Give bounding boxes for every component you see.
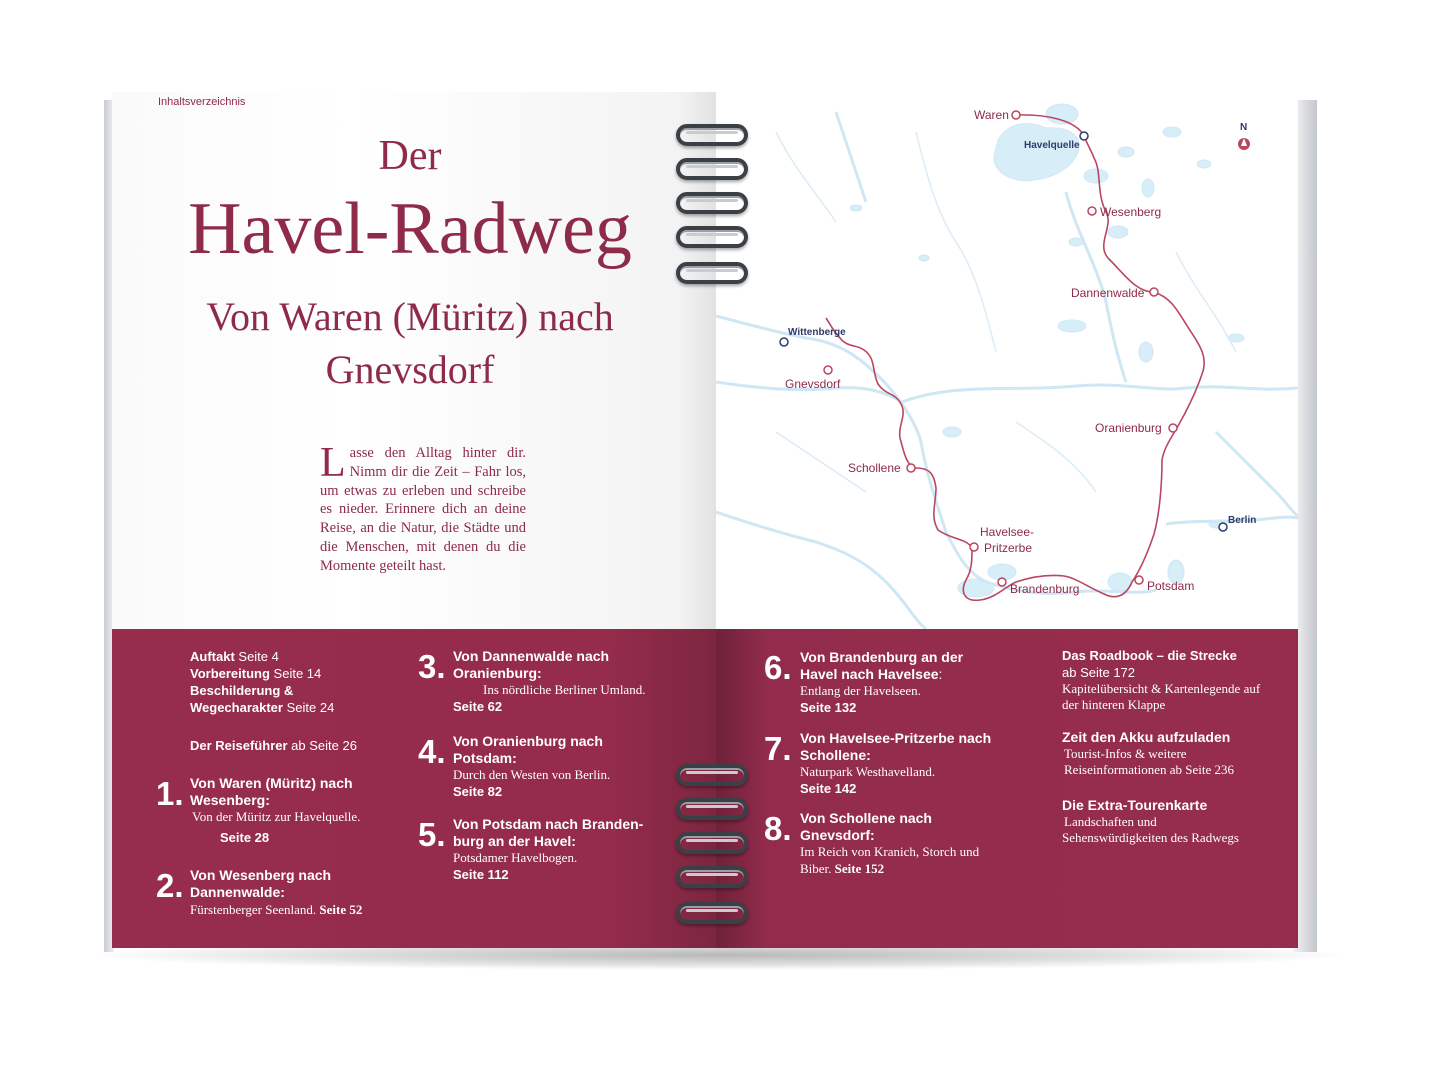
toc-item[interactable]	[190, 665, 334, 682]
subtitle-line-1: Von Waren (Müritz) nach	[206, 294, 614, 339]
extra-desc-b: Reiseinformationen ab Seite 236	[1064, 762, 1235, 777]
chapter-title: Von Oranienburg nach Potsdam:	[453, 733, 603, 766]
label-pritzerbe: Pritzerbe	[984, 541, 1033, 555]
toc-guide-page: ab Seite 26	[287, 738, 357, 753]
chapter-title-a: Von Brandenburg an der	[800, 649, 964, 665]
chapter-number: 6.	[764, 649, 792, 686]
page-header: Inhaltsverzeichnis	[158, 96, 246, 108]
marker-havelquelle[interactable]	[1080, 132, 1088, 140]
marker-waren[interactable]	[1012, 111, 1020, 119]
chapter-entry-5[interactable]	[453, 816, 673, 884]
marker-havelsee-pritzerbe[interactable]	[970, 543, 978, 551]
chapter-number: 3.	[418, 648, 446, 685]
label-wesenberg: Wesenberg	[1100, 205, 1162, 219]
chapter-title-a: Von Havelsee-Pritzerbe nach	[800, 730, 992, 746]
chapter-title: Von Dannenwalde nach Oranienburg:	[453, 648, 610, 681]
label-havelsee: Havelsee-	[980, 525, 1035, 539]
label-schollene: Schollene	[848, 461, 901, 475]
label-potsdam: Potsdam	[1147, 579, 1195, 593]
chapter-page: Seite 142	[800, 781, 857, 796]
lake	[1142, 179, 1154, 197]
spiral-ring	[676, 866, 748, 888]
extra-roadbook[interactable]	[1062, 647, 1292, 713]
label-berlin: Berlin	[1228, 515, 1257, 526]
chapter-number: 8.	[764, 810, 792, 847]
extra-akku[interactable]	[1062, 729, 1292, 778]
toc-item-page: Seite 24	[282, 700, 335, 715]
chapter-desc: Ins nördliche Berliner Umland.	[483, 682, 646, 697]
lake	[1108, 226, 1128, 238]
extra-desc-a: Landschaften und	[1064, 814, 1157, 829]
toc-band-left	[112, 629, 716, 948]
chapter-number: 7.	[764, 730, 792, 767]
lake	[943, 427, 961, 437]
label-havelquelle: Havelquelle	[1024, 140, 1080, 151]
route-map	[716, 92, 1298, 629]
chapter-desc: Entlang der Havelseen.	[800, 683, 921, 698]
label-wittenberge: Wittenberge	[788, 327, 846, 338]
lake	[1058, 320, 1086, 332]
chapter-number: 5.	[418, 816, 446, 853]
toc-item-label: Vorbereitung	[190, 666, 270, 681]
chapter-desc: Potsdamer Havelbogen.	[453, 850, 578, 865]
lake	[1139, 342, 1153, 362]
chapter-page: Seite 82	[453, 784, 503, 799]
extra-desc-b: der hinteren Klappe	[1062, 697, 1166, 712]
extra-title: Das Roadbook – die Strecke	[1062, 648, 1237, 663]
chapter-title: Von Wesenberg nach Dannenwalde:	[190, 867, 332, 900]
chapter-desc-b-line	[800, 860, 1040, 878]
chapter-entry-4[interactable]	[453, 733, 653, 801]
extra-desc-b: Sehenswürdigkeiten des Radwegs	[1062, 830, 1239, 845]
chapter-title-b: Schollene:	[800, 747, 871, 763]
marker-wesenberg[interactable]	[1088, 207, 1096, 215]
north-label: N	[1240, 122, 1248, 133]
marker-schollene[interactable]	[907, 464, 915, 472]
right-page	[716, 92, 1298, 948]
spiral-ring	[676, 832, 748, 854]
lake	[1197, 160, 1211, 168]
chapter-page: Seite 52	[319, 902, 363, 917]
chapter-title-b: Havel nach Havelsee	[800, 666, 939, 682]
marker-berlin[interactable]	[1219, 523, 1227, 531]
toc-item-label: Beschilderung &	[190, 683, 294, 698]
chapter-entry-7[interactable]	[800, 730, 1040, 798]
lake	[850, 205, 862, 211]
marker-brandenburg[interactable]	[998, 578, 1006, 586]
chapter-page: Seite 152	[834, 861, 885, 876]
chapter-desc-b: Biber.	[800, 861, 832, 876]
chapter-desc: Naturpark Westhavelland.	[800, 764, 936, 779]
title-line-1: Der	[378, 133, 442, 179]
intro-text: asse den Alltag hinter dir. Nimm dir die Zeit – Fahr los, um etwas zu erleben und schreibe es nieder. Erinnere dich an deine Reise, an die Natur, die Städte und die Menschen, mit denen du die Momente geteilt hast.	[320, 445, 526, 574]
chapter-number: 2.	[156, 867, 184, 904]
chapter-title-b: burg an der Havel:	[453, 833, 576, 849]
chapter-desc: Fürstenberger Seenland.	[190, 902, 317, 917]
marker-wittenberge[interactable]	[780, 338, 788, 346]
chapter-page: Seite 62	[453, 699, 503, 714]
chapter-title-colon: :	[938, 666, 943, 682]
left-page	[112, 92, 716, 948]
chapter-desc-line	[190, 901, 410, 919]
toc-guide[interactable]	[190, 737, 357, 754]
label-brandenburg: Brandenburg	[1010, 582, 1080, 596]
chapter-number: 1.	[156, 775, 184, 812]
toc-item-page: Seite 14	[269, 666, 322, 681]
chapter-entry-8[interactable]	[800, 810, 1040, 878]
subtitle-line-2: Gnevsdorf	[325, 347, 495, 392]
toc-guide-label: Der Reiseführer	[190, 738, 288, 753]
lake	[1084, 169, 1108, 183]
label-dannenwalde: Dannenwalde	[1071, 286, 1145, 300]
marker-potsdam[interactable]	[1135, 576, 1143, 584]
toc-intro-list	[190, 648, 334, 716]
chapter-page: Seite 132	[800, 700, 857, 715]
chapter-desc-a: Im Reich von Kranich, Storch und	[800, 844, 980, 859]
chapter-entry-2[interactable]	[190, 867, 410, 919]
label-oranienburg: Oranienburg	[1095, 421, 1162, 435]
drop-cap: L	[320, 440, 346, 486]
spiral-ring	[676, 262, 748, 284]
toc-item[interactable]	[190, 648, 334, 665]
toc-item-label: Wegecharakter	[190, 700, 283, 715]
extra-desc-a: Kapitelübersicht & Kartenlegende auf	[1062, 681, 1261, 696]
lake	[919, 255, 929, 261]
marker-gnevsdorf[interactable]	[824, 366, 832, 374]
chapter-entry-6[interactable]	[800, 649, 1040, 717]
marker-oranienburg[interactable]	[1169, 424, 1177, 432]
extra-title: Die Extra-Tourenkarte	[1062, 797, 1208, 813]
chapter-title-b: Gnevsdorf:	[800, 827, 875, 843]
spiral-ring	[676, 764, 748, 786]
lake	[1163, 127, 1181, 137]
chapter-desc: Durch den Westen von Berlin.	[453, 767, 611, 782]
extra-sub: ab Seite 172	[1062, 665, 1136, 680]
marker-dannenwalde[interactable]	[1150, 288, 1158, 296]
subtitle	[152, 290, 668, 396]
chapter-title: Von Waren (Müritz) nach Wesenberg:	[190, 775, 353, 808]
chapter-page: Seite 28	[220, 830, 270, 845]
chapter-desc: Von der Müritz zur Havelquelle.	[192, 809, 361, 824]
chapter-title-a: Von Schollene nach	[800, 810, 932, 826]
toc-band-right	[716, 629, 1298, 948]
spiral-ring	[676, 226, 748, 248]
chapter-entry-1[interactable]	[190, 775, 390, 847]
lake	[1118, 147, 1134, 157]
toc-item[interactable]	[190, 682, 334, 699]
toc-item[interactable]	[190, 699, 334, 716]
spiral-ring	[676, 158, 748, 180]
spiral-ring	[676, 798, 748, 820]
chapter-title-a: Von Potsdam nach Branden-	[453, 816, 644, 832]
label-waren: Waren	[974, 108, 1009, 122]
intro-paragraph	[320, 440, 526, 576]
chapter-title-b-line	[800, 666, 1040, 683]
extra-desc-a: Tourist-Infos & weitere	[1064, 746, 1187, 761]
lake	[1069, 238, 1083, 246]
chapter-entry-3[interactable]	[453, 648, 673, 716]
chapter-page: Seite 112	[453, 867, 509, 882]
extra-title: Zeit den Akku aufzuladen	[1062, 729, 1231, 745]
extra-tourenkarte[interactable]	[1062, 797, 1292, 846]
spiral-ring	[676, 192, 748, 214]
spiral-ring	[676, 124, 748, 146]
label-gnevsdorf: Gnevsdorf	[785, 377, 841, 391]
chapter-number: 4.	[418, 733, 446, 770]
title-line-2: Havel-Radweg	[188, 188, 632, 270]
spiral-ring	[676, 902, 748, 924]
toc-item-label: Auftakt	[190, 649, 235, 664]
toc-item-page: Seite 4	[234, 649, 279, 664]
